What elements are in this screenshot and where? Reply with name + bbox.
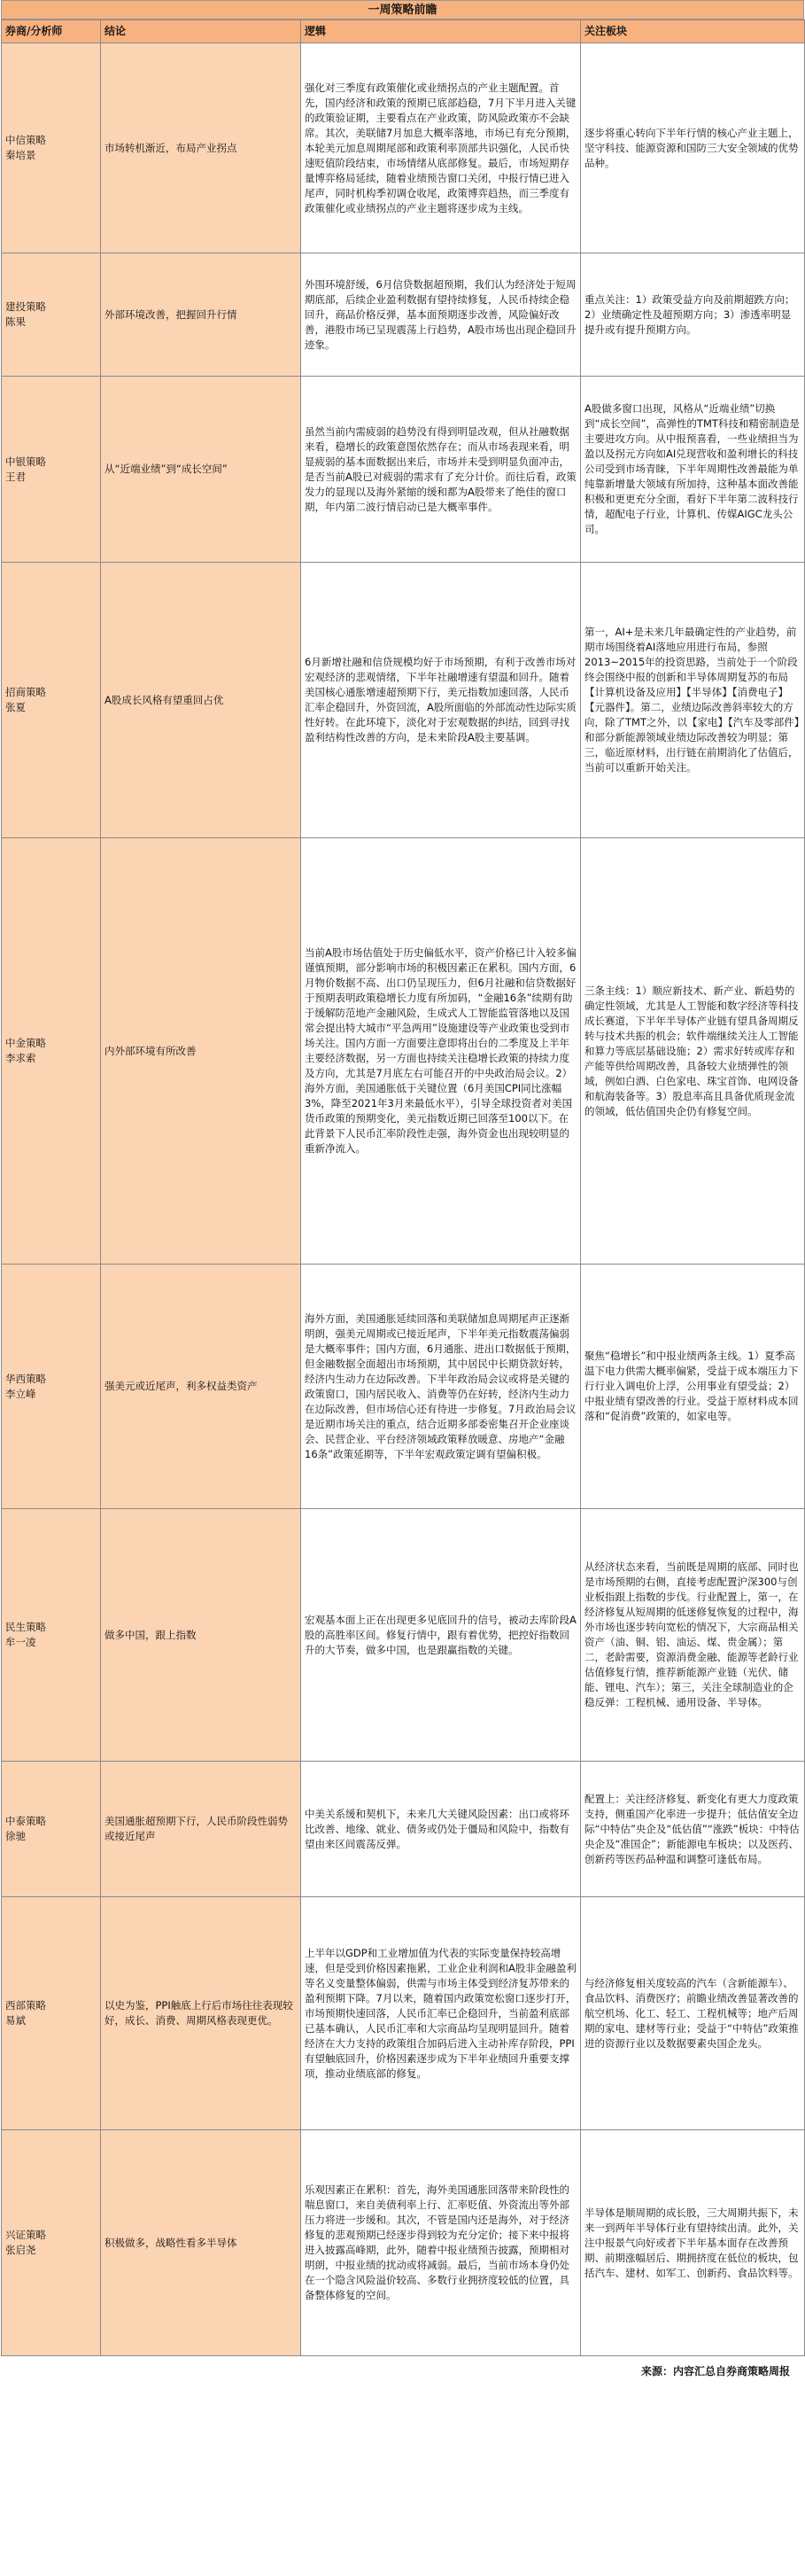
logic-cell: 当前A股市场估值处于历史偏低水平，资产价格已计入较多偏谨慎预期，部分影响市场的积极因素正在累积。国内方面，6月物价数据不高、出口仍呈现压力，但6月社融和信贷数据好于预期表明政策稳增长力度有所加码，“金融16条”续期有助于缓解防范地产金融风险，生成式人工智能监管落地以及国常会提出特大城市“平急两用”设施建设等产业政策也受到市场关注。国内方面一方面要注意即将出台的二季度及上半年主要经济数据，另一方面也持续关注稳增长政策的持续力度及方向，尤其是7月底左右可能召开的中央政治局会议。2）海外方面，美国通胀低于关键位置（6月美国CPI同比涨幅3%，降至2021年3月来最低水平），引导全球投资者对美国货币政策的预期变化，美元指数近期已回落至100以下。在此背景下人民币汇率阶段性走强，海外资金也出现较明显的重新净流入。 xyxy=(301,838,581,1265)
broker-cell: 建投策略 陈果 xyxy=(2,253,101,377)
sectors-cell: 从经济状态来看，当前既是周期的底部、同时也是市场预期的右侧，直接考虑配置沪深300与创业板指跟上指数的步伐。行业配置上，第一，在经济修复从短周期的低迷修复恢复的过程中，海外市场也逐步转向宽松的情况下，大宗商品相关资产（油、铜、铝、油运、煤、贵金属）；第二，老龄需要，资源消费金融、能源等老龄行业估值修复行情，推荐新能源产业链（光伏、储能、锂电、汽车）；第三，关注全球制造业的企稳反弹：工程机械、通用设备、半导体。 xyxy=(581,1509,805,1762)
table-row xyxy=(2,2130,805,2356)
sectors-cell: 配置上：关注经济修复、新变化有更大力度政策支持，侧重国产化率进一步提升；低估值安全边际“中特估”央企及“低估值”“涨跌”板块：中特估央企及“准国企”；新能源电车板块；以及医药、创新药等医药品种温和调整可逢低布局。 xyxy=(581,1762,805,1897)
conclusion-cell: 市场转机渐近，布局产业拐点 xyxy=(101,43,301,253)
table-title: 一周策略前瞻 xyxy=(1,0,804,19)
sectors-cell: 三条主线：1）顺应新技术、新产业、新趋势的确定性领域，尤其是人工智能和数字经济等科技成长赛道，下半年半导体产业链有望具备周期反转与技术共振的机会；软件端继续关注人工智能和算力等底层基础设施；2）需求好转或库存和产能等供给周期改善，具备较大业绩弹性的领域，例如白酒、白色家电、珠宝首饰、电网设备和航海装备等。3）股息率高且具备优质现金流的领域，低估值国央企仍有修复空间。 xyxy=(581,838,805,1265)
header-broker: 券商/分析师 xyxy=(2,20,101,43)
header-row xyxy=(2,20,805,43)
conclusion-cell: 外部环境改善，把握回升行情 xyxy=(101,253,301,377)
conclusion-cell: 内外部环境有所改善 xyxy=(101,838,301,1265)
logic-cell: 虽然当前内需疲弱的趋势没有得到明显改观，但从社融数据来看，稳增长的政策意图依然存在；而从市场表现来看，明显疲弱的基本面数据出来后，市场并未受到明显负面冲击，是否当前A股已对疲弱的需求有了充分计价。而往后看，政策发力的显现以及海外紧缩的缓和都为A股带来了绝佳的窗口期，年内第二波行情启动已是大概率事件。 xyxy=(301,377,581,563)
source-note: 来源：内容汇总自券商策略周报 xyxy=(640,2365,790,2378)
conclusion-cell: 以史为鉴，PPI触底上行后市场往往表现较好，成长、消费、周期风格表现更优。 xyxy=(101,1897,301,2130)
conclusion-cell: 积极做多，战略性看多半导体 xyxy=(101,2130,301,2356)
table-row xyxy=(2,1762,805,1897)
broker-cell: 中金策略 李求索 xyxy=(2,838,101,1265)
table-row xyxy=(2,377,805,563)
logic-cell: 乐观因素正在累积：首先，海外美国通胀回落带来阶段性的喘息窗口，来自美债利率上行、汇率贬值、外资流出等外部压力将进一步缓和。其次，不管是国内还是海外，对于经济修复的悲观预期已经逐步得到较为充分定价；接下来中报将进入披露高峰期，此外，随着中报业绩预告披露，预期相对明朗，中报业绩的扰动或将减弱。最后，当前市场本身仍处在一个隐含风险溢价较高、多数行业拥挤度较低的位置，具备整体修复的空间。 xyxy=(301,2130,581,2356)
broker-cell: 中银策略 王君 xyxy=(2,377,101,563)
conclusion-cell: 美国通胀超预期下行，人民币阶段性弱势或接近尾声 xyxy=(101,1762,301,1897)
logic-cell: 宏观基本面上正在出现更多见底回升的信号，被动去库阶段A股的高胜率区间。修复行情中，跟有着优势，把控好指数回升的大节奏，做多中国，也是跟赢指数的关键。 xyxy=(301,1509,581,1762)
conclusion-cell: 从“近端业绩”到“成长空间” xyxy=(101,377,301,563)
broker-cell: 华西策略 李立峰 xyxy=(2,1265,101,1509)
sectors-cell: 第一，AI+是未来几年最确定性的产业趋势，前期市场围绕着AI落地应用进行布局，参照2013~2015年的投资思路，当前处于一个阶段终会围绕中报的创新和半导体周期复苏的布局【计算机设备及应用】【半导体】【消费电子】【元器件】。第二，业绩边际改善斜率较大的方向，除了TMT之外，以【家电】【汽车及零部件】和部分新能源领域业绩边际改善较为明显；第三，临近原材料，出行链在前期消化了估值后，当前可以重新开始关注。 xyxy=(581,563,805,838)
sectors-cell: 与经济修复相关度较高的汽车（含新能源车）、食品饮料、消费医疗；前瞻业绩改善显著改善的航空机场、化工、轻工、工程机械等；地产后周期的家电、建材等行业；受益于“中特估”政策推进的资源行业以及数据要素央国企龙头。 xyxy=(581,1897,805,2130)
table-row xyxy=(2,1265,805,1509)
table-row xyxy=(2,838,805,1265)
logic-cell: 中美关系缓和契机下，未来几大关键风险因素：出口或将环比改善、地缘、就业、债务或仍处于僵局和风险中，指数有望由来区间震荡反弹。 xyxy=(301,1762,581,1897)
broker-cell: 民生策略 牟一凌 xyxy=(2,1509,101,1762)
broker-cell: 西部策略 易斌 xyxy=(2,1897,101,2130)
sectors-cell: 半导体是顺周期的成长股，三大周期共振下，未来一到两年半导体行业有望持续出清。此外，关注中报景气向好或者下半年基本面存在改善预期、前期涨幅居后、期拥挤度在低位的板块，包括汽车、建材、如军工、创新药、食品饮料等。 xyxy=(581,2130,805,2356)
table-row xyxy=(2,1509,805,1762)
sectors-cell: 重点关注：1）政策受益方向及前期超跌方向；2）业绩确定性及超预期方向；3）渗透率明显提升或有提升预期方向。 xyxy=(581,253,805,377)
broker-cell: 兴证策略 张启尧 xyxy=(2,2130,101,2356)
logic-cell: 强化对三季度有政策催化或业绩拐点的产业主题配置。首先，国内经济和政策的预期已底部趋稳，7月下半月进入关键的政策验证期，主要看点在产业政策，防风险政策亦不会缺席。其次，美联储7月加息大概率落地，市场已有充分预期，本轮美元加息周期尾部和政策利率顶部共识强化，人民币快速贬值阶段结束，市场情绪从底部修复。最后，市场短期存量博弈格局延续，随着业绩预告窗口关闭，中报行情已进入尾声，同时机构季初调仓收尾，政策博弈趋热，而三季度有政策催化或业绩拐点的产业主题将逐步成为主线。 xyxy=(301,43,581,253)
broker-cell: 中泰策略 徐驰 xyxy=(2,1762,101,1897)
broker-cell: 中信策略 秦培景 xyxy=(2,43,101,253)
conclusion-cell: 做多中国，跟上指数 xyxy=(101,1509,301,1762)
header-logic: 逻辑 xyxy=(301,20,581,43)
sectors-cell: 聚焦“稳增长”和中报业绩两条主线。1）夏季高温下电力供需大概率偏紧，受益于成本端压力下行行业入调电价上浮，公用事业有望受益；2）中报业绩有望改善的行业。受益于原材料成本回落和“促消费”政策的，如家电等。 xyxy=(581,1265,805,1509)
header-conclusion: 结论 xyxy=(101,20,301,43)
logic-cell: 海外方面，美国通胀延续回落和美联储加息周期尾声正逐渐明朗，强美元周期或已接近尾声，下半年美元指数震荡偏弱是大概率事件；国内方面，6月通胀、进出口数据低于预期，但金融数据全面超出市场预期，其中居民中长期贷款好转，经济内生动力在边际改善。下半年政治局会议或将是关键的政策窗口，国内居民收入、消费等仍在好转，经济内生动力在边际改善，但市场信心还有待进一步修复。7月政治局会议是近期市场关注的重点，结合近期多部委密集召开企业座谈会、民营企业、平台经济领域政策释放暖意、房地产“金融16条”政策延期等，下半年宏观政策定调有望偏积极。 xyxy=(301,1265,581,1509)
sectors-cell: A股做多窗口出现，风格从“近端业绩”切换到“成长空间”，高弹性的TMT科技和精密制造是主要进攻方向。从中报预喜看，一些业绩担当为盈以及拐元方向如AI兑现营收和盈利增长的科技公司受到市场青睐，下半年周期性改善最能为单纯靠新增量大领域有所加持，这种基本面改善能积极和更更充分全面，看好下半年第二波科技行情，超配电子行业，计算机、传媒AIGC龙头公司。 xyxy=(581,377,805,563)
table-row xyxy=(2,1897,805,2130)
table-row xyxy=(2,43,805,253)
logic-cell: 上半年以GDP和工业增加值为代表的实际变量保持较高增速，但是受到价格因素拖累，工业企业利润和A股非金融盈利等名义变量整体偏弱，供需与市场主体受到经济复苏带来的盈利预期下降。7月以来，随着国内政策宽松窗口逐步打开，市场预期快速回落，人民币汇率已企稳回升，当前盈利底部已基本确认，人民币汇率和大宗商品均呈现明显回升。随着经济在大力支持的政策组合加码后进入主动补库存阶段，PPI有望触底回升，价格因素逐步成为下半年业绩回升重要支撑项，推动业绩底部的修复。 xyxy=(301,1897,581,2130)
broker-cell: 招商策略 张夏 xyxy=(2,563,101,838)
table-row xyxy=(2,563,805,838)
strategy-table xyxy=(1,19,805,2356)
page xyxy=(1,0,804,2378)
sectors-cell: 逐步将重心转向下半年行情的核心产业主题上，坚守科技、能源资源和国防三大安全领域的优势品种。 xyxy=(581,43,805,253)
conclusion-cell: 强美元或近尾声，利多权益类资产 xyxy=(101,1265,301,1509)
logic-cell: 6月新增社融和信贷规模均好于市场预期，有利于改善市场对宏观经济的悲观情绪，下半年社融增速有望温和回升。随着美国核心通胀增速超预期下行，美元指数加速回落，人民币汇率企稳回升，外资回流，A股所面临的外部流动性边际实质性好转。在此环境下，淡化对于宏观数据的纠结，回到寻找盈利结构性改善的方向，是未来阶段A股主要基调。 xyxy=(301,563,581,838)
logic-cell: 外围环境舒缓，6月信贷数据超预期，我们认为经济处于短周期底部，后续企业盈利数据有望持续修复，人民币持续企稳回升，商品价格反弹，基本面预期逐步改善，风险偏好改善，港股市场已呈现震荡上行趋势，A股市场也出现企稳回升迹象。 xyxy=(301,253,581,377)
conclusion-cell: A股成长风格有望重回占优 xyxy=(101,563,301,838)
header-sectors: 关注板块 xyxy=(581,20,805,43)
table-row xyxy=(2,253,805,377)
